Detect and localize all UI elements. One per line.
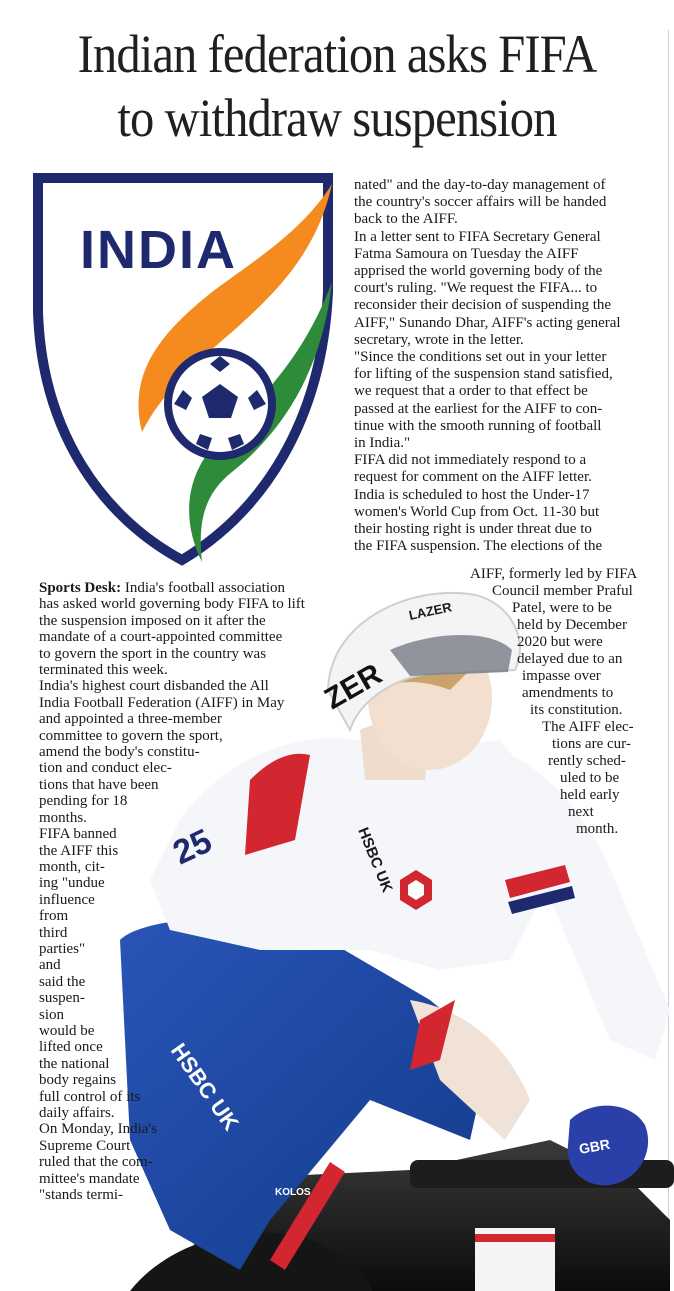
article-line: parties"	[39, 940, 86, 957]
article-line: AIFF," Sunando Dhar, AIFF's acting general	[354, 314, 621, 331]
article-line: impasse over	[522, 668, 601, 684]
article-line: apprised the world governing body of the	[354, 263, 603, 280]
article-line: and	[39, 957, 61, 974]
article-line: The AIFF elec-	[542, 719, 634, 735]
article-line: body regains	[39, 1072, 117, 1089]
article-line: nated" and the day-to-day management of	[354, 177, 606, 193]
article-line: ruled that the com-	[39, 1154, 153, 1171]
article-line: sion	[39, 1006, 65, 1023]
article-line	[39, 580, 305, 596]
article-line: third	[39, 924, 68, 941]
article-line: uled to be	[560, 770, 620, 786]
kit-brand-text: KOLOS	[275, 1187, 311, 1198]
article-line: AIFF, formerly led by FIFA	[470, 566, 638, 582]
article-line: for lifting of the suspension stand satisfied,	[354, 366, 613, 383]
article-line: India is scheduled to host the Under-17	[354, 486, 590, 503]
article-line: in India."	[354, 435, 411, 452]
article-line: influence	[39, 891, 95, 908]
logo-india-text: INDIA	[80, 220, 237, 280]
aiff-logo	[32, 172, 342, 567]
article-line: ing "undue	[39, 875, 105, 892]
article-line: suspen-	[39, 990, 85, 1007]
article-line: India's highest court disbanded the All	[39, 678, 269, 695]
headline-line-1: Indian federation asks FIFA	[77, 24, 597, 84]
article-line: next	[568, 804, 594, 820]
article-line: month, cit-	[39, 858, 105, 875]
article-line: the suspension imposed on it after the	[39, 612, 266, 629]
shorts-sponsor-text: HSBC UK	[165, 1038, 244, 1135]
article-text: India's football association	[121, 580, 286, 596]
article-line: the country's soccer affairs will be handed	[354, 194, 607, 211]
article-line: secretary, wrote in the letter.	[354, 331, 524, 348]
article-line: delayed due to an	[517, 651, 623, 667]
article-line: committee to govern the sport,	[39, 727, 223, 744]
article-line: In a letter sent to FIFA Secretary General	[354, 228, 601, 245]
article-line: Supreme Court	[39, 1137, 131, 1154]
article-line: passed at the earliest for the AIFF to con-	[354, 400, 603, 417]
article-line: held by December	[517, 617, 627, 633]
article-line: India Football Federation (AIFF) in May	[39, 694, 285, 711]
article-line: court's ruling. "We request the FIFA... to	[354, 280, 598, 297]
article-line: amend the body's constitu-	[39, 744, 200, 761]
article-line: the FIFA suspension. The elections of the	[354, 538, 603, 555]
article-line: back to the AIFF.	[354, 211, 458, 228]
article-line: months.	[39, 809, 87, 826]
article-line: the national	[39, 1055, 110, 1072]
article-line: request for comment on the AIFF letter.	[354, 469, 592, 486]
article-line: said the	[39, 973, 86, 990]
article-line: we request that a order to that effect be	[354, 383, 588, 400]
dateline: Sports Desk:	[39, 580, 122, 596]
article-line: reconsider their decision of suspending the	[354, 297, 612, 314]
article-line: "stands termi-	[39, 1187, 124, 1204]
article-line: held early	[560, 787, 620, 803]
article-line: would be	[39, 1022, 95, 1039]
article-line: tion and conduct elec-	[39, 760, 172, 777]
bib-number: 25	[167, 821, 218, 873]
article-line: lifted once	[39, 1039, 103, 1056]
article-right-column	[354, 177, 621, 555]
article-line: FIFA banned	[39, 826, 117, 843]
article-line: Fatma Samoura on Tuesday the AIFF	[354, 245, 579, 262]
article-line: to govern the sport in the country was	[39, 645, 267, 662]
helmet-brand: LAZER	[407, 599, 454, 623]
article-line: "Since the conditions set out in your letter	[354, 349, 607, 366]
article-line: daily affairs.	[39, 1105, 115, 1121]
article-line: women's World Cup from Oct. 11-30 but	[354, 503, 600, 520]
headline-line-2: to withdraw suspension	[117, 88, 557, 148]
article-line: mandate of a court-appointed committee	[39, 629, 283, 646]
article-line: pending for 18	[39, 793, 128, 810]
jersey-sponsor-text: HSBC UK	[354, 825, 396, 895]
article-line: its constitution.	[530, 702, 623, 718]
article-line: FIFA did not immediately respond to a	[354, 452, 587, 469]
logo-football	[168, 352, 272, 456]
article-line: from	[39, 908, 69, 925]
sock-stripe	[475, 1234, 555, 1242]
article-line: Council member Praful	[492, 583, 633, 599]
article-line: their hosting right is under threat due to	[354, 521, 592, 538]
article-line: Patel, were to be	[512, 600, 612, 616]
article-line: full control of its	[39, 1088, 141, 1105]
article-line: tinue with the smooth running of football	[354, 417, 602, 434]
article-line: tions that have been	[39, 776, 159, 793]
article-line: mittee's mandate	[39, 1170, 140, 1187]
article-left-column	[39, 580, 305, 1203]
article-line: 2020 but were	[517, 634, 603, 650]
article-line: the AIFF this	[39, 842, 119, 859]
article-line: and appointed a three-member	[39, 711, 222, 728]
article-line: amendments to	[522, 685, 614, 701]
glove-text: GBR	[577, 1135, 612, 1157]
article-line: terminated this week.	[39, 662, 168, 679]
helmet-side-text: ZER	[319, 657, 388, 717]
headline	[0, 22, 674, 150]
article-line: rently sched-	[548, 753, 626, 769]
article-line: has asked world governing body FIFA to lift	[39, 596, 305, 613]
article-line: month.	[576, 821, 619, 837]
article-line: tions are cur-	[552, 736, 631, 752]
article-line: On Monday, India's	[39, 1121, 157, 1138]
